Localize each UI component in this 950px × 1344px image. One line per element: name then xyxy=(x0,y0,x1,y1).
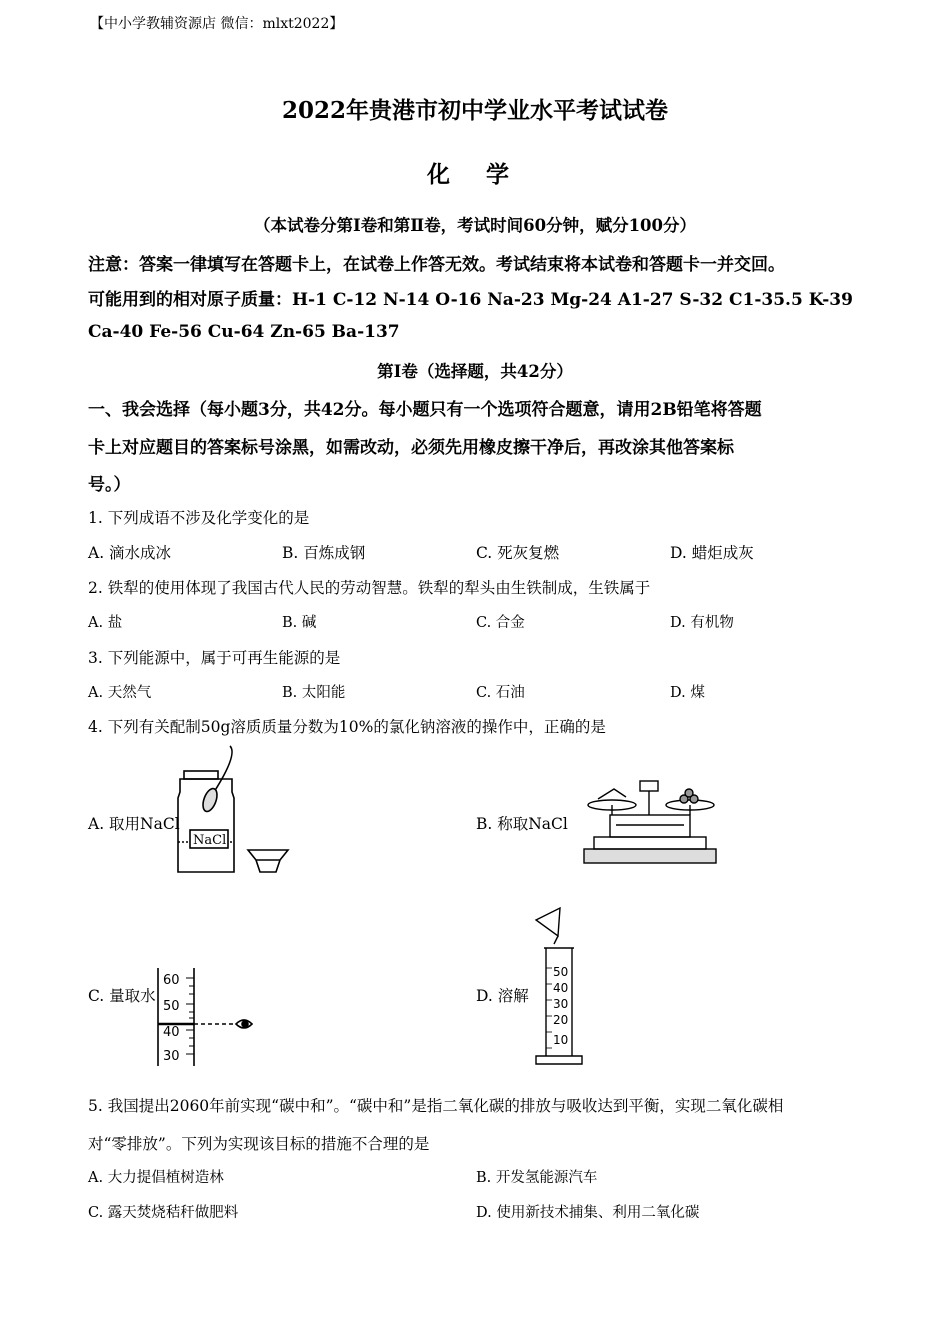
jar-label: NaCl xyxy=(193,833,227,848)
q5-option-c: C. 露天焚烧秸秆做肥料 xyxy=(88,1205,239,1221)
q2-option-b: B. 碱 xyxy=(282,615,317,631)
q2-option-a: A. 盐 xyxy=(88,615,123,631)
q5-option-a: A. 大力提倡植树造林 xyxy=(88,1170,224,1186)
figure-cylinder-dissolving xyxy=(532,906,592,1070)
figure-cylinder-reading xyxy=(152,966,262,1071)
notice: 注意：答案一律填写在答题卡上，在试卷上作答无效。考试结束将本试卷和答题卡一并交回。 xyxy=(88,255,785,275)
tick-label: 40 xyxy=(163,1025,180,1040)
jar-lid xyxy=(184,771,218,779)
section-intro-line: 一、我会选择（每小题3分，共42分。每小题只有一个选项符合题意，请用2B铅笔将答题 xyxy=(88,400,762,420)
exam-info: （本试卷分第Ⅰ卷和第Ⅱ卷，考试时间60分钟，赋分100分） xyxy=(253,216,697,235)
q4-option-a: A. 取用NaCl xyxy=(88,815,180,833)
question-2-stem: 2. 铁犁的使用体现了我国古代人民的劳动智慧。铁犁的犁头由生铁制成，生铁属于 xyxy=(88,579,651,597)
figure-balance xyxy=(580,775,720,870)
q1-option-c: C. 死灰复燃 xyxy=(476,544,560,562)
section-intro-line: 卡上对应题目的答案标号涂黑，如需改动，必须先用橡皮擦干净后，再改涂其他答案标 xyxy=(88,438,734,458)
tick-label: 20 xyxy=(553,1013,569,1027)
paper-funnel xyxy=(536,908,560,936)
tick-label: 10 xyxy=(553,1033,569,1047)
exam-title: 2022年贵港市初中学业水平考试试卷 xyxy=(281,97,668,124)
spoon-handle xyxy=(214,746,232,792)
cylinder-base xyxy=(536,1056,582,1064)
question-3-stem: 3. 下列能源中，属于可再生能源的是 xyxy=(88,649,341,667)
q2-option-d: D. 有机物 xyxy=(670,615,734,631)
q3-option-d: D. 煤 xyxy=(670,685,705,701)
spoon-bowl xyxy=(200,787,219,814)
weighing-paper xyxy=(598,789,626,799)
tick-label: 40 xyxy=(553,981,569,995)
q4-option-b: B. 称取NaCl xyxy=(476,815,568,833)
part-title: 第Ⅰ卷（选择题，共42分） xyxy=(377,362,573,381)
q5-option-b: B. 开发氢能源汽车 xyxy=(476,1170,598,1186)
q4-option-c: C. 量取水 xyxy=(88,987,156,1005)
q3-option-a: A. 天然气 xyxy=(88,685,152,701)
q1-option-d: D. 蜡炬成灰 xyxy=(670,544,754,562)
q4-option-d: D. 溶解 xyxy=(476,987,529,1005)
subject-title: 化 学 xyxy=(426,161,523,188)
tick-label: 50 xyxy=(163,999,180,1014)
q3-option-b: B. 太阳能 xyxy=(282,685,346,701)
q1-option-b: B. 百炼成钢 xyxy=(282,544,366,562)
tick-label: 60 xyxy=(163,973,180,988)
question-1-stem: 1. 下列成语不涉及化学变化的是 xyxy=(88,509,310,527)
balance-base xyxy=(584,849,716,863)
tick-label: 30 xyxy=(163,1049,180,1064)
atomic-mass-line-2: Ca-40 Fe-56 Cu-64 Zn-65 Ba-137 xyxy=(88,322,400,342)
tick-label: 50 xyxy=(553,965,569,979)
section-intro-line: 号。） xyxy=(88,475,131,495)
q3-option-c: C. 石油 xyxy=(476,685,525,701)
q1-option-a: A. 滴水成冰 xyxy=(88,544,172,562)
q5-option-d: D. 使用新技术捕集、利用二氧化碳 xyxy=(476,1205,700,1221)
evaporating-dish xyxy=(248,850,288,860)
figure-reagent-jar xyxy=(170,742,300,877)
question-4-stem: 4. 下列有关配制50g溶质质量分数为10%的氯化钠溶液的操作中，正确的是 xyxy=(88,718,606,736)
page-header: 【中小学教辅资源店 微信：mlxt2022】 xyxy=(90,16,344,32)
tick-label: 30 xyxy=(553,997,569,1011)
question-5-stem-line-1: 5. 我国提出2060年前实现“碳中和”。“碳中和”是指二氧化碳的排放与吸收达到平衡，实现二氧化碳相 xyxy=(88,1097,784,1115)
question-5-stem-line-2: 对“零排放”。下列为实现该目标的措施不合理的是 xyxy=(88,1135,430,1153)
q2-option-c: C. 合金 xyxy=(476,615,525,631)
atomic-mass-line-1: 可能用到的相对原子质量：H-1 C-12 N-14 O-16 Na-23 Mg-24 A1-27 S-32 C1-35.5 K-39 xyxy=(88,290,853,310)
